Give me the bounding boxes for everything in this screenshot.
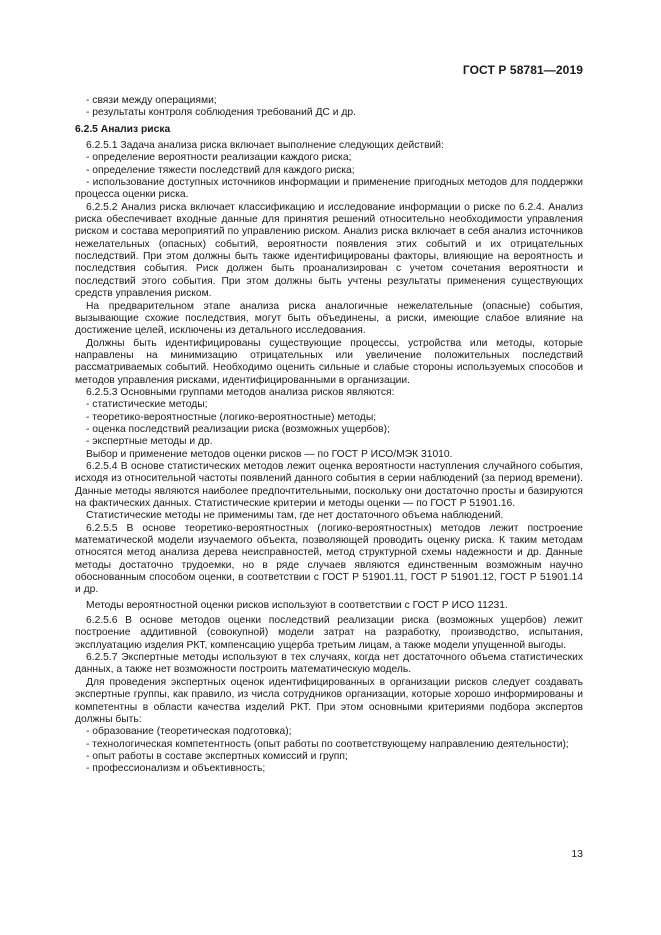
standard-designation: ГОСТ Р 58781—2019	[462, 63, 583, 77]
paragraph: Для проведения экспертных оценок идентифицированных в организации рисков следует создавать экспертные группы, как правило, из числа сотрудников организации, которые хорошо информированы и компетентны в области качества изделий РКТ. При этом основными критериями подбора экспертов должны быть:	[75, 676, 583, 725]
list-item: - опыт работы в составе экспертных комиссий и групп;	[86, 750, 348, 762]
list-item: - технологическая компетентность (опыт работы по соответствующему направлению деятельности);	[86, 738, 569, 750]
list-item: - определение вероятности реализации каждого риска;	[86, 152, 352, 164]
list-item: - теоретико-вероятностные (логико-вероятностные) методы;	[86, 411, 377, 423]
paragraph: 6.2.5.4 В основе статистических методов лежит оценка вероятности наступления случайного события, исходя из относительной частоты появлений данного события в серии наблюдений (за период времени). Данные методы являются наиболее предпочтительными, поскольку они достаточно просты и базируются на фактических данных. Статистические критерии и методы оценки — по ГОСТ Р 51901.16.	[75, 460, 583, 509]
paragraph: На предварительном этапе анализа риска аналогичные нежелательные (опасные) события, вызывающие схожие последствия, могут быть объединены, а риски, имеющие слабое влияние на достижение целей, исключены из детального исследования.	[75, 300, 583, 337]
paragraph: 6.2.5.5 В основе теоретико-вероятностных (логико-вероятностных) методов лежит построение математической модели изучаемого объекта, позволяющей проводить оценку риска. К таким методам относятся метод анализа дерева неисправностей, метод структурной схемы надежности и др. Данные методы достаточно трудоемки, но в ряде случаев являются единственным возможным научно обоснованным способом оценки, в соответствии с ГОСТ Р 51901.11, ГОСТ Р 51901.12, ГОСТ Р 51901.14 и др.	[75, 522, 583, 596]
list-item: - использование доступных источников информации и применение пригодных методов для поддержки процесса оценки риска.	[75, 177, 583, 201]
paragraph: Должны быть идентифицированы существующие процессы, устройства или методы, которые направлены на минимизацию отрицательных или увеличение положительных последствий рассматриваемых событий. Необходимо оценить сильные и слабые стороны используемых способов и методов управления рисками, идентифицированными в организации.	[75, 337, 583, 386]
paragraph: 6.2.5.1 Задача анализа риска включает выполнение следующих действий:	[86, 140, 444, 152]
list-item: - определение тяжести последствий для каждого риска;	[86, 164, 355, 176]
list-item: - результаты контроля соблюдения требований ДС и др.	[86, 107, 356, 119]
paragraph: 6.2.5.7 Экспертные методы используют в тех случаях, когда нет достаточного объема статистических данных, а также нет возможности построить математическую модель.	[75, 652, 583, 676]
paragraph: Методы вероятностной оценки рисков используют в соответствии с ГОСТ Р ИСО 11231.	[86, 599, 508, 611]
page-number: 13	[571, 848, 583, 860]
list-item: - статистические методы;	[86, 399, 208, 411]
paragraph: 6.2.5.6 В основе методов оценки последствий реализации риска (возможных ущербов) лежит построение аддитивной (совокупной) модели затрат на разработку, производство, испытания, эксплуатацию изделия РКТ, компенсацию ущерба третьим лицам, а также модели упущенной выгоды.	[75, 615, 583, 651]
list-item: - связи между операциями;	[86, 95, 217, 106]
list-item: - образование (теоретическая подготовка);	[86, 726, 292, 738]
paragraph: Выбор и применение методов оценки рисков — по ГОСТ Р ИСО/МЭК 31010.	[86, 448, 453, 460]
paragraph: 6.2.5.3 Основными группами методов анализа рисков являются:	[86, 386, 395, 398]
paragraph: Статистические методы не применимы там, где нет достаточного объема наблюдений.	[86, 510, 504, 522]
section-heading: 6.2.5 Анализ риска	[75, 123, 171, 135]
paragraph: 6.2.5.2 Анализ риска включает классификацию и исследование информации о риске по 6.2.4. Анализ риска обеспечивает входные данные для принятия решений относительно необходимости управления риском и состава мероприятий по управлению риском. Анализ риска включает в себя анализ источников нежелательных (опасных) событий, вероятности появления этих событий и их отрицательных последствий. При этом должны быть также идентифицированы факторы, влияющие на вероятность и последствия события. Риск должен быть проанализирован с учетом сочетания вероятности и последствий этого события. При этом должны быть учтены результаты применения существующих средств управления риском.	[75, 201, 583, 300]
list-item: - профессионализм и объективность;	[86, 763, 266, 775]
list-item: - оценка последствий реализации риска (возможных ущербов);	[86, 423, 390, 435]
document-body	[75, 95, 583, 776]
list-item: - экспертные методы и др.	[86, 436, 213, 448]
